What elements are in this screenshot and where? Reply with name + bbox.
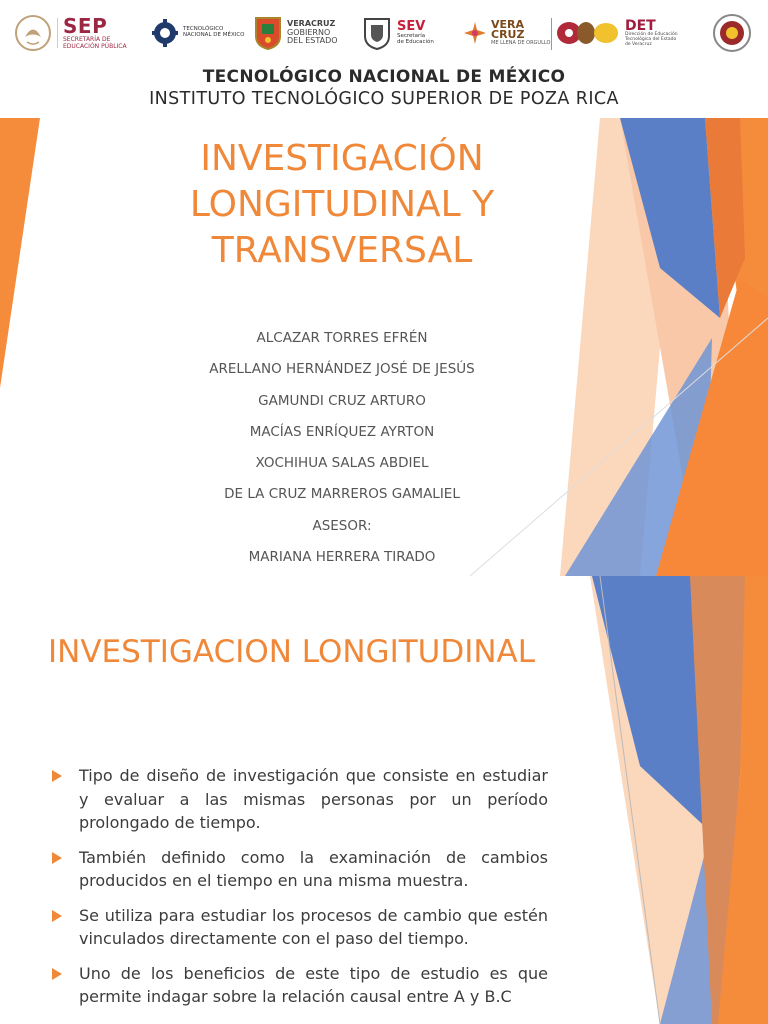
sep-logo: SEP SECRETARÍA DE EDUCACIÓN PÚBLICA: [14, 12, 127, 54]
institution-name: TECNOLÓGICO NACIONAL DE MÉXICO: [202, 67, 566, 87]
institute-name: INSTITUTO TECNOLÓGICO SUPERIOR DE POZA RICA: [149, 89, 619, 109]
bullet-arrow-icon: [52, 770, 62, 782]
bullet-arrow-icon: [52, 910, 62, 922]
author-name: MACÍAS ENRÍQUEZ AYRTON: [249, 423, 435, 440]
authors-list: [140, 326, 544, 576]
author-name: XOCHIHUA SALAS ABDIEL: [255, 455, 429, 472]
mexico-eagle-emblem: [14, 14, 52, 52]
advisor-name: MARIANA HERRERA TIRADO: [248, 549, 436, 566]
author-name: ARELLANO HERNÁNDEZ JOSÉ DE JESÚS: [209, 361, 475, 378]
veracruz-shield-icon: [254, 16, 282, 50]
veracruz-gobierno-logo: VERACRUZ GOBIERNO DEL ESTADO: [254, 12, 338, 54]
bullet-list: [52, 764, 548, 1020]
tecnm-gear-icon: [152, 17, 178, 49]
bullet-arrow-icon: [52, 968, 62, 980]
tecnm-logo: TECNOLÓGICO NACIONAL DE MÉXICO: [152, 12, 245, 54]
list-item: También definido como la examinación de cambios producidos en el tiempo en una misma muestra.: [52, 846, 548, 893]
author-name: GAMUNDI CRUZ ARTURO: [258, 392, 426, 409]
advisor-label: ASESOR:: [312, 517, 372, 534]
left-orange-wedge: [0, 118, 40, 388]
list-item: Tipo de diseño de investigación que consiste en estudiar y evaluar a las mismas personas por un período prolongado de tiempo.: [52, 764, 548, 835]
veracruz-orgullo-logo: VERA CRUZ ME LLENA DE ORGULLO: [464, 12, 550, 54]
author-name: DE LA CRUZ MARREROS GAMALIEL: [224, 486, 460, 503]
slide2-title: INVESTIGACION LONGITUDINAL: [48, 634, 536, 670]
author-name: ALCAZAR TORRES EFRÉN: [256, 330, 428, 346]
bullet-arrow-icon: [52, 852, 62, 864]
det-logo: DET Dirección de Educación Tecnológica del Estado de Veracruz: [556, 12, 678, 54]
slide1-title: INVESTIGACIÓN LONGITUDINAL Y TRANSVERSAL: [189, 138, 495, 271]
sev-shield-icon: [362, 16, 392, 50]
list-item: Se utiliza para estudiar los procesos de cambio que estén vinculados directamente con el paso del tiempo.: [52, 904, 548, 951]
sev-logo: SEV Secretaría de Educación: [362, 12, 434, 54]
det-emblem-icon: [556, 20, 620, 46]
institute-seal-icon: [712, 13, 752, 53]
sep-name: SEP: [63, 14, 108, 39]
logo-banner: [0, 0, 768, 64]
star-pattern-icon: [464, 22, 486, 44]
logo-divider: [551, 18, 552, 50]
content-slide: [0, 576, 768, 1024]
itspr-seal-logo: [712, 12, 752, 54]
list-item: Uno de los beneficios de este tipo de estudio es que permite indagar sobre la relación causal entre A y B.C: [52, 962, 548, 1009]
